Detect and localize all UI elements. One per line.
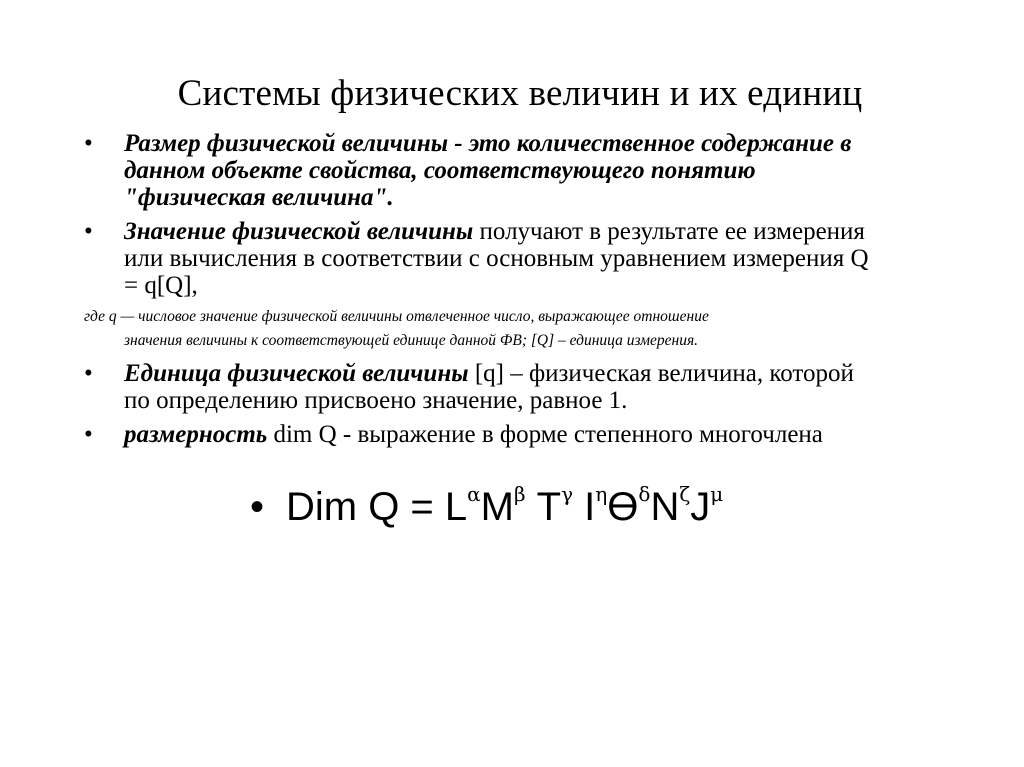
unit-term: Единица физической величины [124,360,469,387]
formula-term-i: $I^\eta$ [573,482,608,529]
formula-term-j: $J^\mu$ [690,482,724,529]
bullet-marker: • [84,360,93,387]
bullet-marker: • [84,130,93,157]
size-definition: Размер физической величины - это количественное содержание в данном объекте свойства, соответствующего понятию "физическая величина". [124,130,852,211]
list-item-unit [84,360,884,414]
unit-definition [124,360,884,414]
footnote-line-2: значения величины к соответствующей единице данной ФВ; [Q] – единица измерения. [124,332,699,349]
footnote-line-1: где q — числовое значение физической величины отвлеченное число, выражающее отношение [84,308,709,325]
unit-description: [q] – физическая величина, которой по определению присвоено значение, равное 1. [124,360,854,414]
slide-title: Системы физических величин и их единиц [177,73,863,114]
dimension-description: dim Q - выражение в форме степенного многочлена [267,421,823,448]
dimension-definition [124,421,884,448]
formula-term-l: $L^\alpha$ [444,482,481,529]
dimension-formula [250,482,723,532]
list-item-dimension [84,421,884,448]
formula-term-theta: $ϴ^\delta$ [607,482,651,529]
formula-term-t: $T^\gamma$ [525,482,574,529]
bullet-marker: • [250,485,265,529]
footnote [84,305,964,353]
dimension-term: размерность [124,421,268,448]
formula-lhs: Dim Q = [286,485,445,529]
formula-term-n: $N^\zeta$ [650,482,691,529]
formula-term-m: $M^\beta$ [480,482,526,529]
value-definition [124,218,884,299]
value-term: Значение физической величины [124,218,474,245]
bullet-marker: • [84,421,93,448]
list-item-value [84,218,884,299]
value-description: получают в результате ее измерения или вычисления в соответствии с основным уравнением измерения Q = q[Q], [124,218,869,299]
list-item-size [84,130,884,211]
bullet-marker: • [84,218,93,245]
